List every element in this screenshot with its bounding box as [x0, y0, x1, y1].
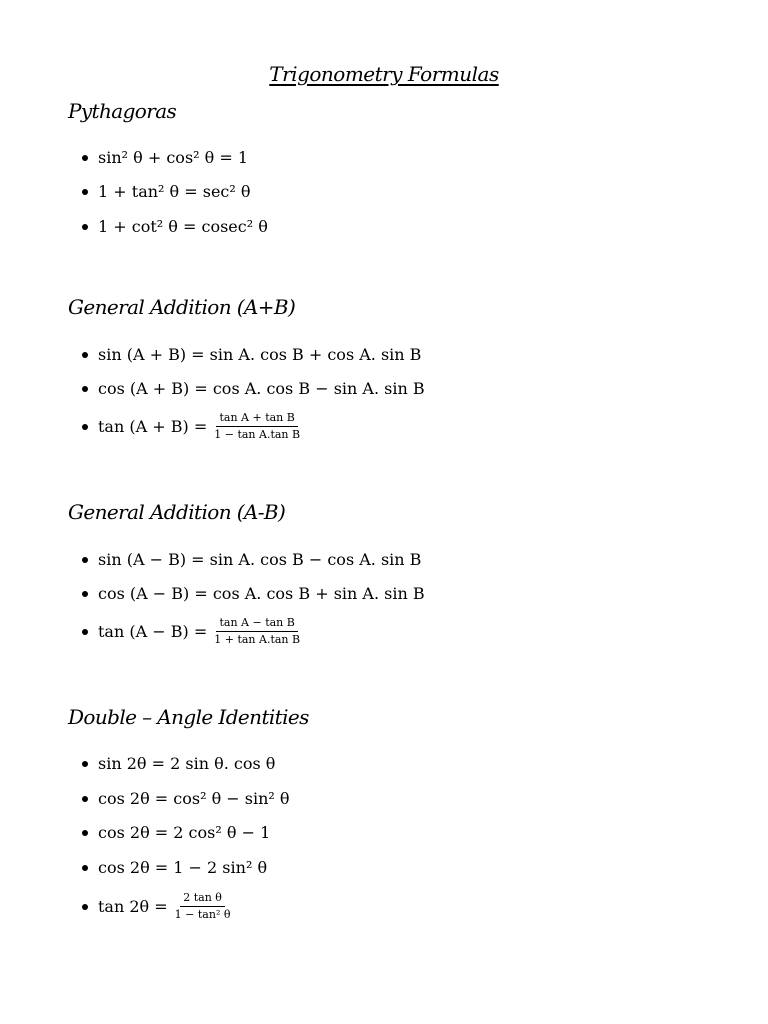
- page-title: Trigonometry Formulas: [269, 62, 499, 86]
- formula-text: cos 2θ = 2 cos² θ − 1: [98, 822, 271, 842]
- formula-item: [82, 410, 303, 442]
- bullet-icon: [82, 352, 88, 358]
- formula-text: cos (A + B) = cos A. cos B − sin A. sin B: [98, 378, 425, 398]
- section-addition-plus: [68, 293, 728, 441]
- formula-item: [82, 338, 421, 370]
- bullet-icon: [82, 189, 88, 195]
- formula-item: [82, 615, 303, 647]
- section-double-angle: [68, 703, 728, 921]
- formula-text: 1 + tan² θ = sec² θ: [98, 181, 251, 201]
- formula-item: [82, 747, 275, 779]
- bullet-icon: [82, 224, 88, 230]
- formula-text: tan (A + B) =: [98, 416, 208, 436]
- formula-item: [82, 816, 270, 848]
- bullet-icon: [82, 904, 88, 910]
- formula-text: cos 2θ = 1 − 2 sin² θ: [98, 857, 268, 877]
- formula-item: [82, 175, 251, 207]
- bullet-icon: [82, 424, 88, 430]
- fraction-numerator: 2 tan θ: [180, 891, 225, 907]
- bullet-icon: [82, 830, 88, 836]
- bullet-icon: [82, 629, 88, 635]
- formula-item: [82, 210, 268, 242]
- formula-text: tan (A − B) =: [98, 621, 208, 641]
- formula-item: [82, 782, 290, 814]
- fraction-denominator: 1 + tan A.tan B: [214, 632, 301, 646]
- bullet-icon: [82, 386, 88, 392]
- formula-text: sin 2θ = 2 sin θ. cos θ: [98, 753, 276, 773]
- formula-text: tan 2θ =: [98, 896, 168, 916]
- formula-item: [82, 890, 233, 922]
- formula-item: [82, 577, 425, 609]
- bullet-icon: [82, 761, 88, 767]
- formula-text: cos 2θ = cos² θ − sin² θ: [98, 788, 290, 808]
- formula-text: 1 + cot² θ = cosec² θ: [98, 216, 268, 236]
- bullet-icon: [82, 557, 88, 563]
- formula-item: [82, 141, 248, 173]
- formula-text: sin (A − B) = sin A. cos B − cos A. sin B: [98, 549, 422, 569]
- section-heading: General Addition (A-B): [68, 500, 286, 524]
- formula-item: [82, 543, 421, 575]
- fraction-numerator: tan A − tan B: [216, 616, 297, 632]
- bullet-icon: [82, 865, 88, 871]
- formula-item: [82, 851, 267, 883]
- section-heading: Double – Angle Identities: [68, 705, 309, 729]
- section-pythagoras: [68, 97, 728, 236]
- bullet-icon: [82, 155, 88, 161]
- section-heading: General Addition (A+B): [68, 295, 296, 319]
- fraction: [172, 891, 234, 922]
- formula-text: cos (A − B) = cos A. cos B + sin A. sin B: [98, 583, 425, 603]
- fraction-denominator: 1 − tan A.tan B: [214, 427, 301, 441]
- fraction-denominator: 1 − tan² θ: [174, 907, 231, 921]
- section-addition-minus: [68, 498, 728, 646]
- formula-text: sin² θ + cos² θ = 1: [98, 147, 249, 167]
- bullet-icon: [82, 591, 88, 597]
- section-heading: Pythagoras: [68, 99, 177, 123]
- fraction-numerator: tan A + tan B: [216, 411, 297, 427]
- bullet-icon: [82, 796, 88, 802]
- fraction: [211, 411, 303, 442]
- formula-text: sin (A + B) = sin A. cos B + cos A. sin B: [98, 344, 422, 364]
- fraction: [211, 616, 303, 647]
- formula-item: [82, 372, 425, 404]
